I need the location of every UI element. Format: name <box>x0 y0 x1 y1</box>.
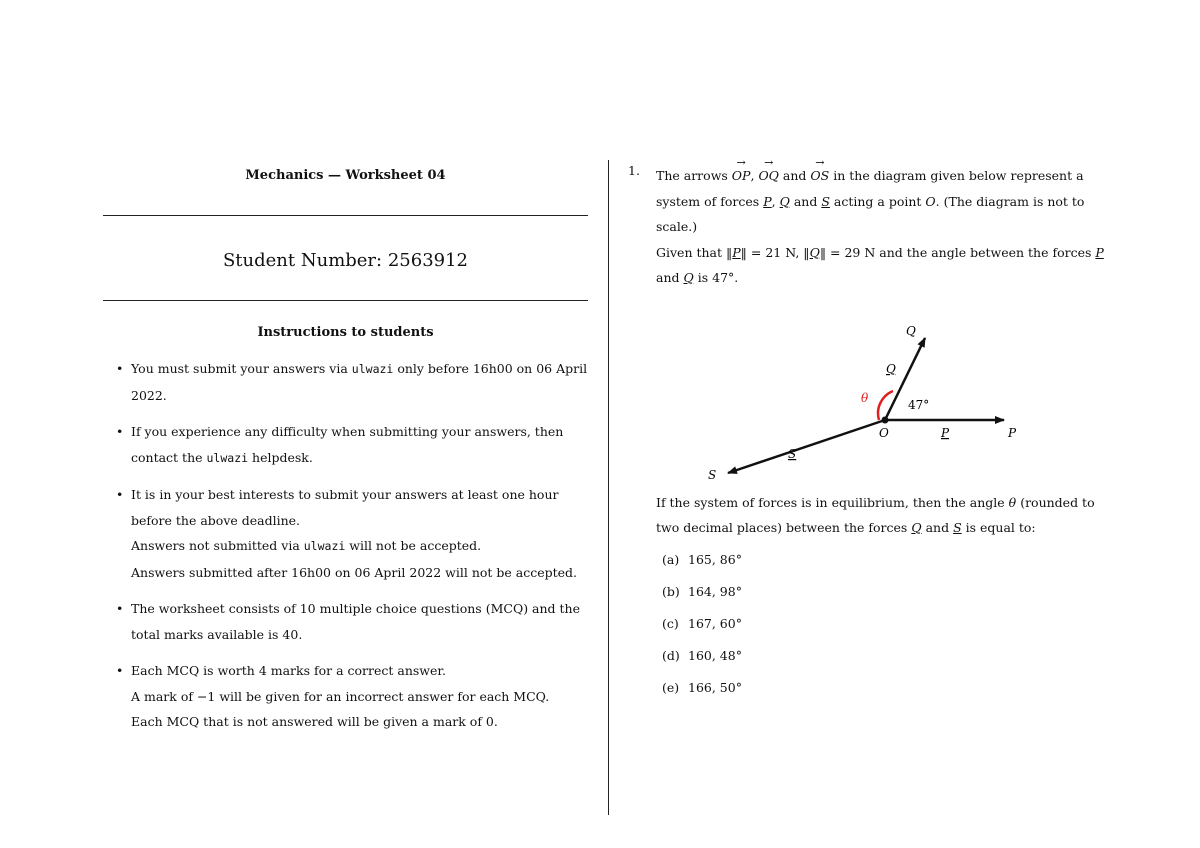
option-c[interactable]: (c) 167, 60° <box>662 615 742 631</box>
student-number-value: 2563912 <box>387 250 469 271</box>
left-column <box>103 160 588 746</box>
force-diagram <box>656 293 1076 488</box>
top-rule <box>103 215 588 216</box>
student-number <box>103 250 588 300</box>
instruction-item: • The worksheet consists of 10 multiple choice questions (MCQ) and the total marks available is 40. <box>103 596 588 647</box>
ulwazi-link: ulwazi <box>351 362 394 376</box>
label-theta: θ <box>861 390 869 405</box>
point-o: O <box>925 193 936 209</box>
instruction-item: • It is in your best interests to submit your answers at least one hour before the above deadline. Answers not submitted via ulwazi will not be accepted. Answers submitted after 16h00 on 06 April 2022 will not be accepted. <box>103 482 588 585</box>
vector-os: OS → <box>810 163 829 189</box>
instructions-heading: Instructions to students <box>257 325 434 340</box>
ulwazi-link: ulwazi <box>303 539 346 553</box>
point-o-dot <box>882 416 889 423</box>
label-q-force: Q <box>886 361 896 376</box>
label-p-force: P <box>941 425 950 440</box>
student-number-label: Student Number: <box>222 250 383 271</box>
label-o: O <box>879 425 889 440</box>
label-angle: 47° <box>908 397 930 412</box>
instruction-item: • If you experience any difficulty when submitting your answers, then contact the ulwazi helpdesk. <box>103 419 588 471</box>
vector-op: OP → <box>732 163 751 189</box>
option-b[interactable]: (b) 164, 98° <box>662 583 742 599</box>
question-prompt: If the system of forces is in equilibrium, then the angle θ (rounded to two decimal places) between the forces Q and S is equal to: <box>656 494 1095 535</box>
column-divider <box>608 160 609 815</box>
force-p: P <box>763 193 772 209</box>
label-p-tip: P <box>1008 425 1017 440</box>
worksheet-title: Mechanics — Worksheet 04 <box>245 168 446 183</box>
option-d[interactable]: (d) 160, 48° <box>662 647 742 663</box>
right-column <box>628 163 1118 707</box>
ulwazi-link: ulwazi <box>206 450 249 465</box>
instructions-list <box>103 356 588 735</box>
label-s-force: S <box>788 446 797 461</box>
force-s: S <box>821 193 830 209</box>
option-e[interactable]: (e) 166, 50° <box>662 679 742 695</box>
question-text: The arrows OP →, OQ → and OS → in the diagram given below represent a system of forces P, Q and S acting a point O. (The diagram is not to scale.) Given that ‖P‖ = 21 N, ‖Q‖ = 29 N and the angle between the forces P and Q is 47°. Q Q θ 47° O P P S S If the system of forces is in equilibrium, then the angle θ (rounded to two decimal places) between the forces Q and S is equal to: (a) 165, 86° (b) 164, 98° (c) 167, 60° (d) 160, 48° (e) 166, 50° <box>656 163 1118 700</box>
force-s-arrow <box>728 420 885 473</box>
instruction-item: • You must submit your answers via ulwazi only before 16h00 on 06 April 2022. <box>103 356 588 408</box>
answer-options <box>656 547 1118 701</box>
option-a[interactable]: (a) 165, 86° <box>662 551 742 567</box>
label-q-tip: Q <box>906 323 916 338</box>
label-s-tip: S <box>708 467 717 482</box>
force-q: Q <box>779 193 790 209</box>
bottom-rule <box>103 300 588 301</box>
question-number: 1. <box>628 163 640 178</box>
vector-oq: OQ → <box>758 163 779 189</box>
instruction-item: • Each MCQ is worth 4 marks for a correct answer. A mark of −1 will be given for an incorrect answer for each MCQ. Each MCQ that is not answered will be given a mark of 0. <box>103 658 588 735</box>
